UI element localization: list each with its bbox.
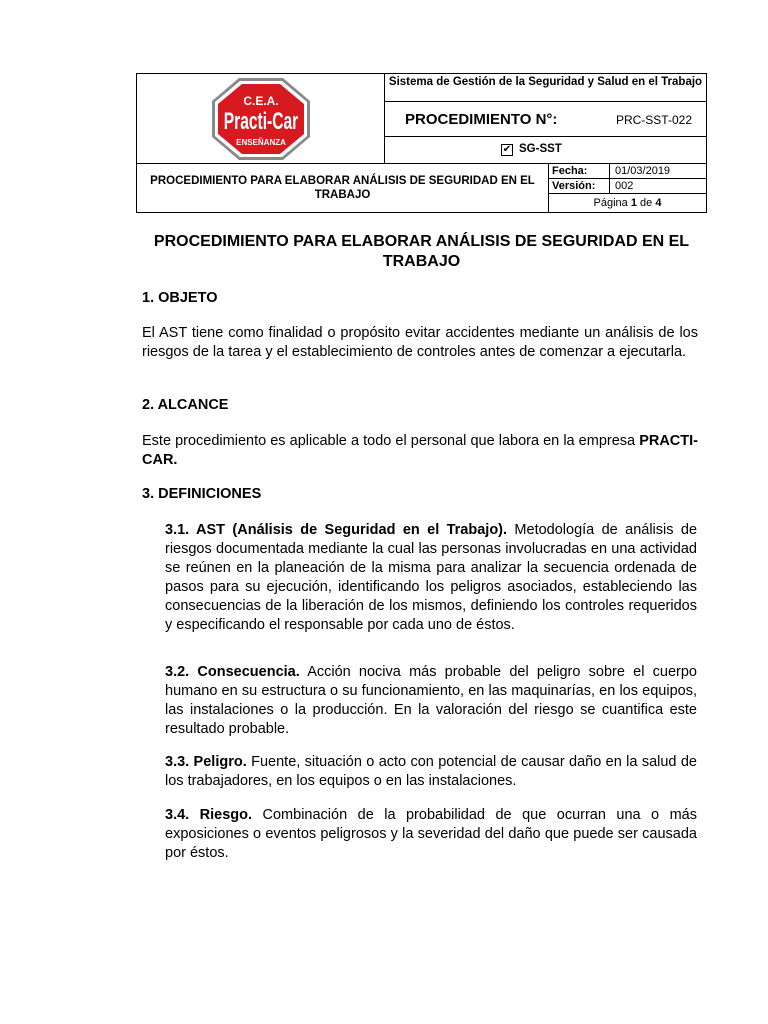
header-doc-title: PROCEDIMIENTO PARA ELABORAR ANÁLISIS DE SEGURIDAD EN EL TRABAJO	[137, 164, 549, 213]
header-table	[136, 73, 707, 213]
logo-line2: Practi-Car	[223, 108, 299, 135]
definition-riesgo	[165, 806, 697, 863]
system-title: Sistema de Gestión de la Seguridad y Salud en el Trabajo	[385, 74, 706, 102]
page-indicator	[549, 197, 706, 209]
section-alcance-text	[142, 432, 698, 470]
definition-riesgo-term: 3.4. Riesgo.	[165, 807, 253, 823]
page-of: de	[640, 197, 653, 209]
version-row	[549, 179, 706, 194]
definition-peligro-term: 3.3. Peligro.	[165, 754, 247, 770]
page-row	[549, 194, 706, 212]
definition-consecuencia-text: Acción nociva más probable del peligro sobre el cuerpo humano en su estructura o su funcionamiento, en las maquinarías, en los equipos, las instalaciones o la producción. En la valoración del riesgo se cuantifica este resultado probable.	[165, 664, 698, 737]
definition-riesgo-text: Combinación de la probabilidad de que ocurran una o más exposiciones o eventos peligrosos y la severidad del daño que puede ser causada por éstos.	[165, 807, 697, 861]
doc-meta	[549, 164, 706, 213]
logo-line3: ENSEÑANZA	[236, 138, 286, 147]
sg-sst-label: SG-SST	[519, 143, 562, 155]
section-definiciones-heading: 3. DEFINICIONES	[142, 486, 262, 502]
fecha-value: 01/03/2019	[615, 165, 671, 177]
section-objeto-text: El AST tiene como finalidad o propósito evitar accidentes mediante un análisis de los riesgos de la tarea y el establecimiento de controles antes de comenzar a ejecutarla.	[142, 325, 698, 360]
sg-sst-cell	[385, 137, 706, 164]
logo-line1: C.E.A.	[243, 94, 279, 108]
section-alcance-heading: 2. ALCANCE	[142, 397, 229, 413]
procedure-number-cell	[385, 102, 706, 137]
definition-ast-term: 3.1. AST (Análisis de Seguridad en el Trabajo).	[165, 522, 508, 538]
alcance-text: Este procedimiento es aplicable a todo el personal que labora en la empresa	[142, 433, 640, 449]
version-label: Versión:	[552, 180, 596, 192]
practi-car-logo	[211, 77, 311, 161]
fecha-label: Fecha:	[552, 165, 588, 177]
procedure-label: PROCEDIMIENTO N°:	[405, 111, 558, 128]
definition-consecuencia-term: 3.2. Consecuencia.	[165, 664, 300, 680]
definition-peligro	[165, 753, 697, 791]
page-current: 1	[630, 197, 637, 209]
procedure-code: PRC-SST-022	[615, 113, 692, 127]
logo-cell	[137, 74, 385, 164]
definition-peligro-text: Fuente, situación o acto con potencial de causar daño en la salud de los trabajadores, en los equipos o en las instalaciones.	[165, 754, 697, 789]
definition-consecuencia	[165, 663, 697, 739]
version-value: 002	[615, 180, 634, 192]
company-name: PRACTI-CAR.	[142, 433, 698, 468]
fecha-row	[549, 164, 706, 179]
document-title: PROCEDIMIENTO PARA ELABORAR ANÁLISIS DE SEGURIDAD EN EL TRABAJO	[153, 233, 690, 270]
definition-ast	[165, 521, 697, 635]
section-objeto-heading: 1. OBJETO	[142, 290, 218, 306]
check-icon: ✔	[502, 144, 512, 155]
page-total: 4	[655, 197, 662, 209]
page-word: Página	[593, 197, 628, 209]
definition-ast-text: Metodología de análisis de riesgos documentada mediante la cual las personas involucradas en una actividad se reúnen en la planeación de la misma para analizar la secuencia ordenada de pasos para su ejecución, identificando los peligros asociados, estableciendo las consecuencias de la liberación de los mismos, definiendo los controles requeridos y especificando el responsable por cada uno de éstos.	[165, 522, 698, 633]
